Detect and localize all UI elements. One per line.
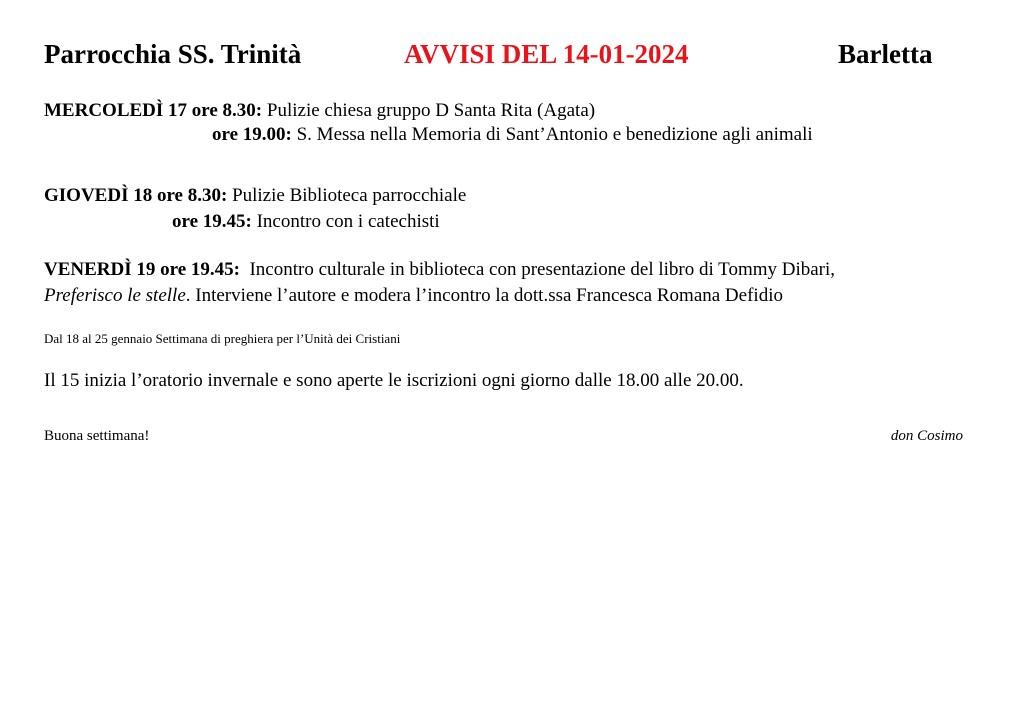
friday-line-1 <box>44 258 835 282</box>
wednesday-time-2: ore 19.00: <box>212 124 292 145</box>
notice-header <box>0 36 1024 72</box>
thursday-day-label: GIOVEDÌ 18 ore 8.30: <box>44 185 228 206</box>
thursday-item-1: Pulizie Biblioteca parrocchiale <box>227 185 467 206</box>
friday-line-2 <box>44 284 783 308</box>
thursday-line-1 <box>44 184 466 208</box>
thursday-item-2: Incontro con i catechisti <box>251 211 440 232</box>
notice-title: AVVISI DEL 14-01-2024 <box>404 39 689 69</box>
parish-name: Parrocchia SS. Trinità <box>44 39 302 69</box>
wednesday-line-1 <box>44 99 595 123</box>
friday-item-1-cont: . Interviene l’autore e modera l’incontro la dott.ssa Francesca Romana Defidio <box>185 285 783 306</box>
friday-item-1: Incontro culturale in biblioteca con presentazione del libro di Tommy Dibari, <box>239 259 836 280</box>
wednesday-line-2 <box>212 123 813 147</box>
thursday-time-2: ore 19.45: <box>172 211 252 232</box>
wednesday-item-1: Pulizie chiesa gruppo D Santa Rita (Agata) <box>262 100 596 121</box>
wednesday-item-2: S. Messa nella Memoria di Sant’Antonio e benedizione agli animali <box>291 124 813 145</box>
week-prayer-note: Dal 18 al 25 gennaio Settimana di preghiera per l’Unità dei Cristiani <box>44 331 401 346</box>
greeting: Buona settimana! <box>44 428 150 444</box>
city-name: Barletta <box>838 39 933 69</box>
friday-day-label: VENERDÌ 19 ore 19.45: <box>44 259 240 280</box>
thursday-line-2 <box>172 210 440 234</box>
wednesday-day-label: MERCOLEDÌ 17 ore 8.30: <box>44 100 263 121</box>
signature: don Cosimo <box>890 428 963 444</box>
book-title: Preferisco le stelle <box>44 285 186 306</box>
oratory-note: Il 15 inizia l’oratorio invernale e sono aperte le iscrizioni ogni giorno dalle 18.00 alle 20.00. <box>44 370 744 391</box>
